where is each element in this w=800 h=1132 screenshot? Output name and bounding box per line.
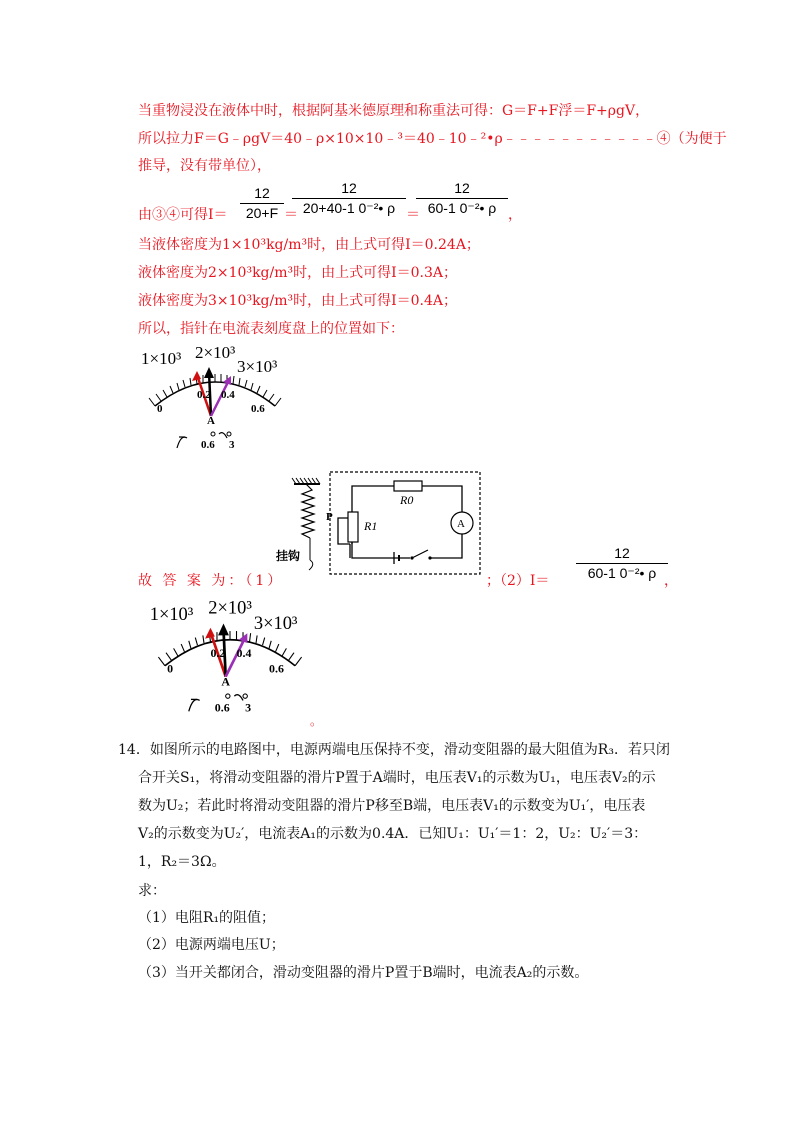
tick-label-0-2: 0.2	[197, 389, 211, 401]
problem-14-line-1: 14．如图所示的电路图中，电源两端电压保持不变，滑动变阻器的最大阻值为R₃．若只闭	[118, 742, 670, 758]
answer-comma: ，	[664, 573, 678, 589]
tick-label-0-2: 0.2	[210, 646, 226, 661]
terminal-label-3: 3	[245, 700, 252, 715]
density-label-1e3: 1×10³	[149, 604, 194, 625]
terminal-minus-icon	[177, 437, 187, 448]
resistor-r0	[394, 481, 422, 491]
density-label-2e3: 2×10³	[208, 597, 252, 618]
answer-fraction-denominator: 60-1 0⁻²• ρ	[587, 565, 657, 581]
density-label-3e3: 3×10³	[237, 357, 278, 376]
tick-label-0-4: 0.4	[236, 646, 252, 661]
tick-label-0: 0	[157, 403, 163, 415]
solution-line-density-3: 液体密度为3×10³kg/m³时，由上式可得I＝0.4A；	[138, 293, 458, 309]
problem-14-question-1: （1）电阻R₁的阻值；	[138, 910, 276, 926]
solution-line-tension: 所以拉力F＝G﹣ρgV＝40﹣ρ×10×10﹣³＝40﹣10﹣²•ρ﹣﹣﹣﹣﹣﹣﹣﹣﹣﹣﹣④（为便于	[138, 131, 727, 147]
equals-sign-2: ＝	[406, 207, 420, 223]
solution-line-density-1: 当液体密度为1×10³kg/m³时，由上式可得I＝0.24A；	[138, 237, 480, 253]
solution-line-current-prefix: 由③④可得I＝	[138, 207, 228, 223]
terminal-hook-icon	[234, 695, 243, 701]
answer-fraction-numerator: 12	[614, 545, 630, 561]
unit-label: A	[207, 415, 215, 427]
problem-14-line-2: 合开关S₁，将滑动变阻器的滑片P置于A端时，电压表V₁的示数为U₁，电压表V₂的示	[138, 770, 656, 786]
tick-label-0-6: 0.6	[269, 661, 284, 676]
fraction-2-numerator: 12	[341, 180, 357, 196]
terminal-minus-icon	[189, 700, 200, 712]
tick-label-0-4: 0.4	[221, 389, 235, 401]
circuit-diagram	[270, 468, 492, 580]
label-r0: R0	[400, 493, 414, 507]
terminal-label-3: 3	[229, 439, 235, 451]
ammeter-label: A	[457, 518, 465, 530]
unit-label: A	[221, 674, 230, 689]
density-label-3e3: 3×10³	[253, 612, 298, 633]
fraction-1-denominator: 20+F	[245, 205, 279, 221]
pointer-black-head	[204, 367, 214, 378]
density-label-1e3: 1×10³	[141, 349, 182, 368]
switch-symbol	[410, 550, 431, 560]
problem-14-ask: 求：	[138, 883, 166, 899]
terminal-label-0-6: 0.6	[201, 439, 215, 451]
fraction-2-denominator: 20+40-1 0⁻²• ρ	[302, 200, 396, 216]
answer-label: 故 答 案 为：（1）	[138, 573, 285, 589]
dial-scale	[149, 374, 281, 406]
ammeter-dial-1	[135, 338, 295, 456]
fraction-1-numerator: 12	[254, 185, 270, 201]
answer-period: 。	[310, 714, 323, 728]
equals-sign-1: ＝	[284, 207, 298, 223]
rheostat-r1	[348, 512, 358, 542]
terminal-hook-icon	[219, 433, 227, 438]
problem-14-question-3: （3）当开关都闭合，滑动变阻器的滑片P置于B端时，电流表A₂的示数。	[138, 965, 589, 981]
solution-line-pointer-position: 所以，指针在电流表刻度盘上的位置如下：	[138, 321, 404, 337]
hook-label: 挂钩	[276, 549, 301, 563]
problem-14-line-5: 1，R₂＝3Ω。	[138, 854, 226, 870]
label-r1: R1	[364, 519, 378, 533]
fraction-3-denominator: 60-1 0⁻²• ρ	[427, 200, 497, 216]
terminal-label-0-6: 0.6	[214, 700, 230, 715]
solution-line-buoyancy: 当重物浸没在液体中时，根据阿基米德原理和称重法可得：G＝F+F浮＝F+ρgV，	[138, 103, 650, 119]
problem-14-line-4: V₂的示数变为U₂′，电流表A₁的示数为0.4A．已知U₁：U₁′＝1：2，U₂：U₂′＝3：	[138, 826, 648, 842]
solution-line-density-2: 液体密度为2×10³kg/m³时，由上式可得I＝0.3A；	[138, 265, 458, 281]
comma: ，	[508, 207, 522, 223]
fraction-3-numerator: 12	[454, 180, 470, 196]
density-label-2e3: 2×10³	[195, 343, 236, 362]
tick-label-0: 0	[167, 661, 174, 676]
solution-line-note: 推导，没有带单位），	[138, 158, 271, 174]
answer-part2-prefix: ；（2）I＝	[486, 573, 550, 589]
tick-label-0-6: 0.6	[251, 403, 265, 415]
label-slider-p: P	[326, 511, 333, 523]
ammeter-dial-2	[135, 592, 325, 720]
pointer-black-head	[218, 623, 229, 635]
problem-14-line-3: 数为U₂；若此时将滑动变阻器的滑片P移至B端，电压表V₁的示数变为U₁′，电压表	[138, 798, 646, 814]
problem-14-question-2: （2）电源两端电压U；	[138, 937, 285, 953]
